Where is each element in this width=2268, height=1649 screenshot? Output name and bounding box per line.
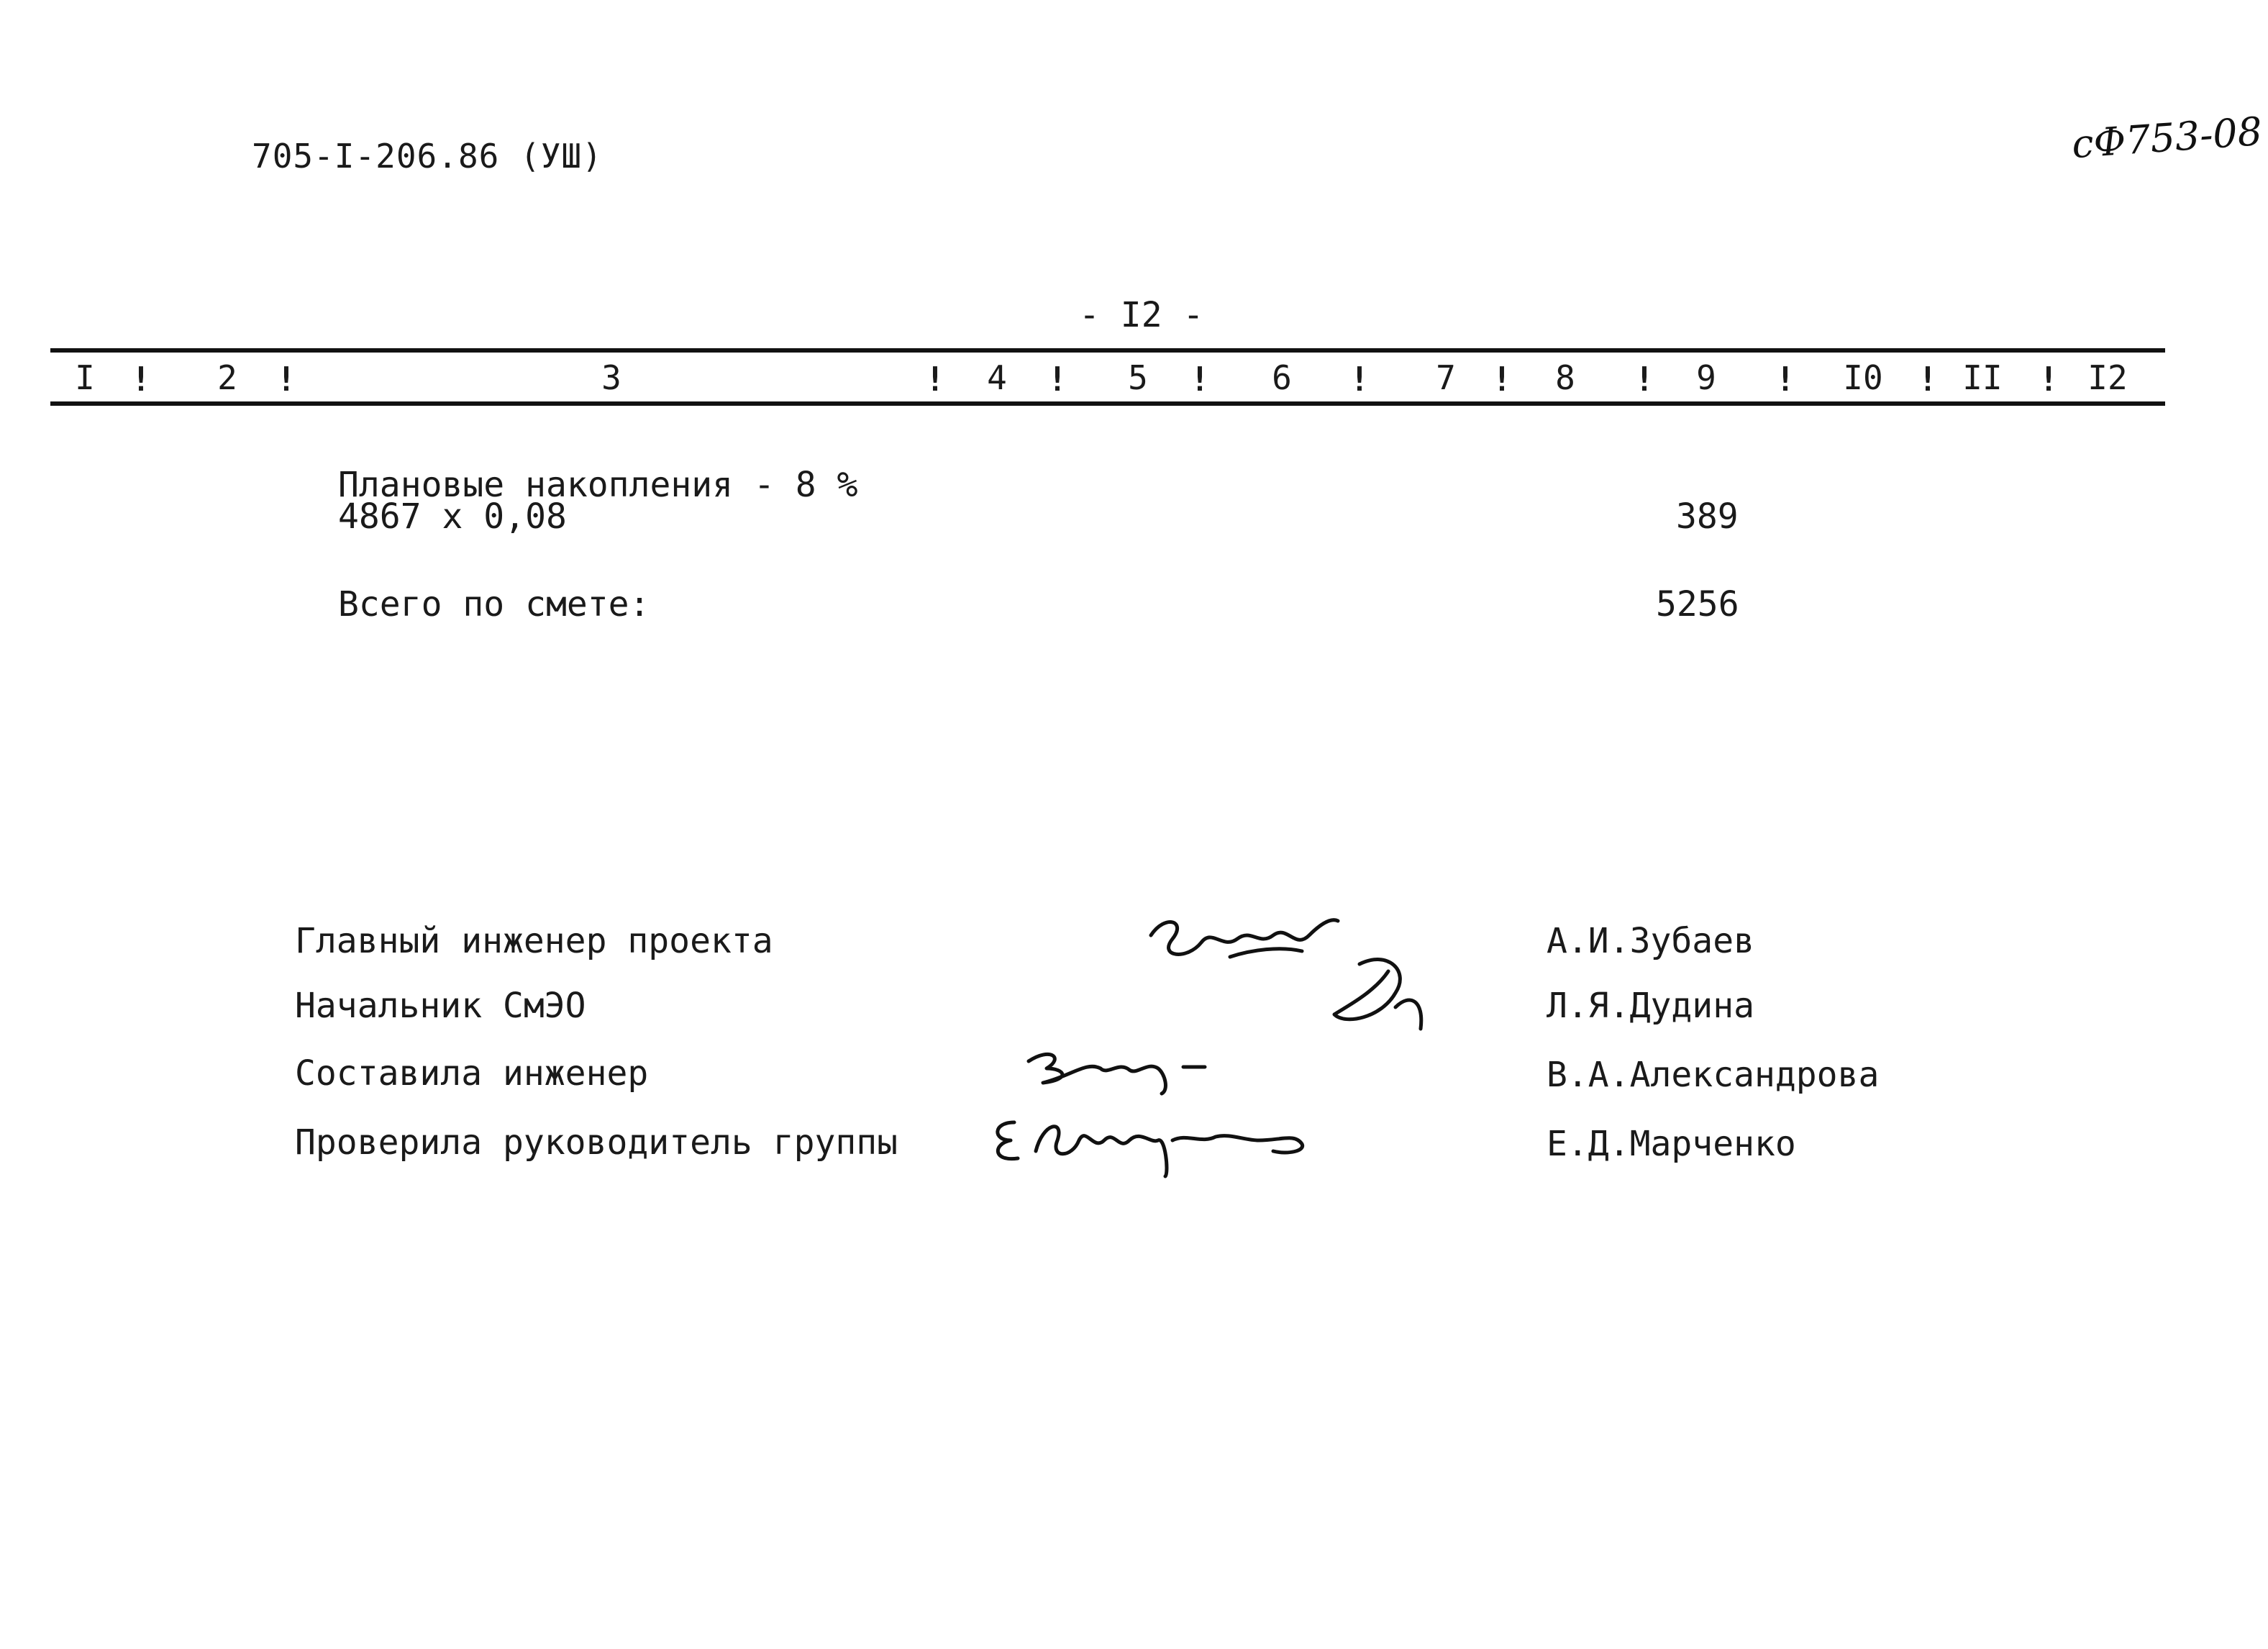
column-number: 7 bbox=[1436, 358, 1456, 397]
signatory-name: Е.Д.Марченко bbox=[1547, 1124, 1796, 1164]
accumulation-label: Плановые накопления - 8 % bbox=[338, 465, 858, 505]
column-separator: ! bbox=[276, 360, 296, 399]
document-code: 705-I-206.86 (УШ) bbox=[252, 137, 603, 176]
column-number: 8 bbox=[1555, 358, 1575, 397]
total-value: 5256 bbox=[1656, 584, 1739, 624]
column-separator: ! bbox=[1047, 360, 1067, 399]
total-label: Всего по смете: bbox=[338, 584, 650, 624]
column-separator: ! bbox=[1190, 360, 1210, 399]
header-rule-bottom bbox=[50, 401, 2165, 406]
page-number: - I2 - bbox=[1079, 295, 1204, 335]
accumulation-formula: 4867 x 0,08 bbox=[338, 496, 567, 537]
header-rule-top bbox=[50, 348, 2165, 353]
column-number: 9 bbox=[1696, 358, 1716, 397]
column-separator: ! bbox=[1634, 360, 1654, 399]
column-separator: ! bbox=[1918, 360, 1938, 399]
signature-chief-engineer bbox=[1144, 907, 1360, 974]
column-number: 3 bbox=[601, 358, 621, 397]
column-number: I2 bbox=[2087, 358, 2128, 397]
column-number: I0 bbox=[1843, 358, 1883, 397]
column-separator: ! bbox=[131, 360, 151, 399]
signatory-role: Составила инженер bbox=[295, 1053, 649, 1094]
column-number: 4 bbox=[987, 358, 1007, 397]
signature-engineer bbox=[1021, 1040, 1216, 1100]
column-separator: ! bbox=[2039, 360, 2059, 399]
signatory-name: В.А.Александрова bbox=[1547, 1055, 1880, 1095]
signature-group-leader bbox=[985, 1108, 1316, 1183]
column-separator: ! bbox=[1492, 360, 1512, 399]
signatory-role: Проверила руководитель группы bbox=[295, 1122, 898, 1163]
column-number: 6 bbox=[1272, 358, 1292, 397]
column-number: 2 bbox=[217, 358, 237, 397]
accumulation-value: 389 bbox=[1676, 496, 1739, 537]
signatory-name: Л.Я.Дудина bbox=[1547, 986, 1754, 1026]
column-number: 5 bbox=[1128, 358, 1148, 397]
signature-head-department bbox=[1331, 950, 1446, 1046]
column-separator: ! bbox=[925, 360, 945, 399]
sheet-stamp: сФ753-08 bbox=[2070, 108, 2264, 168]
column-number: I bbox=[75, 358, 95, 397]
signatory-role: Начальник СмЭО bbox=[295, 986, 586, 1026]
column-number: II bbox=[1962, 358, 2003, 397]
signatory-name: А.И.Зубаев bbox=[1547, 921, 1754, 961]
signatory-role: Главный инженер проекта bbox=[295, 921, 773, 961]
column-separator: ! bbox=[1775, 360, 1795, 399]
column-separator: ! bbox=[1349, 360, 1370, 399]
